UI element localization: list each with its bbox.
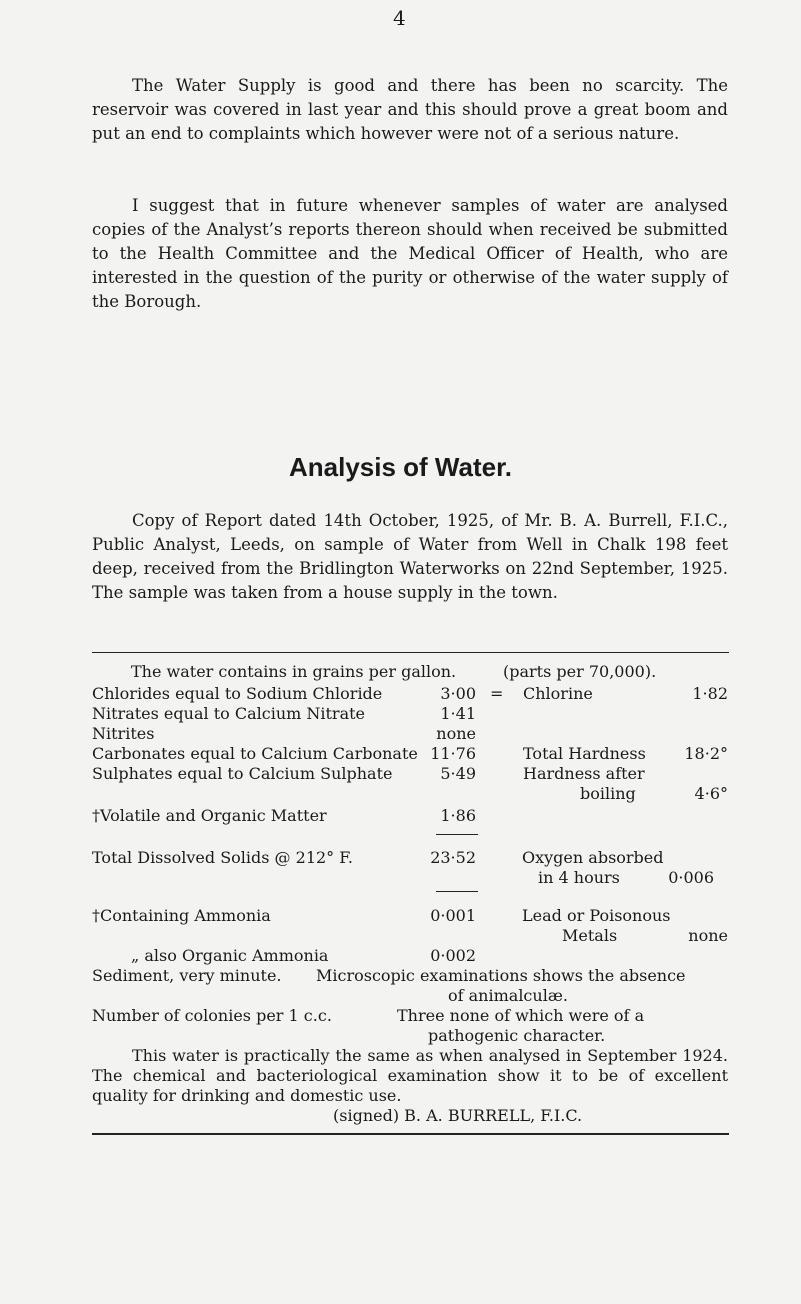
- paragraph-water-supply-text: The Water Supply is good and there has been no scarcity. The reservoir was covered in last year and this should prove a great boom and put an end to complaints which however were not of a serious nature.: [92, 76, 728, 143]
- row-chlorides-right-label: Chlorine: [523, 684, 593, 703]
- row-ammonia-right-label2: Metals: [562, 926, 618, 945]
- row-carbonates-label: Carbonates equal to Calcium Carbonate: [92, 744, 418, 763]
- table-intro-parts: (parts per 70,000).: [503, 662, 657, 681]
- row-total-solids-label: Total Dissolved Solids @ 212° F.: [92, 848, 353, 867]
- page-number: 4: [393, 6, 406, 30]
- row-total-solids-right-value: 0·006: [668, 868, 714, 887]
- row-ammonia-value: 0·001: [430, 906, 476, 925]
- row-carbonates-right-label: Total Hardness: [523, 744, 646, 763]
- conclusion-paragraph: [92, 1046, 728, 1106]
- row-nitrites-value: none: [436, 724, 476, 743]
- row-organic-ammonia-label: „ also Organic Ammonia: [131, 946, 329, 965]
- paragraph-suggestion-text: I suggest that in future whenever samples of water are analysed copies of the Analyst’s reports thereon should when received be submitted to the Health Committee and the Medical Officer of Health, who are interested in the question of the purity or otherwise of the water supply of the Borough.: [92, 196, 728, 311]
- colonies-text-cont: pathogenic character.: [428, 1026, 606, 1045]
- section-heading: Analysis of Water.: [289, 452, 512, 482]
- row-ammonia-right-label: Lead or Poisonous: [522, 906, 671, 925]
- paragraph-report-copy-text: Copy of Report dated 14th October, 1925, of Mr. B. A. Burrell, F.I.C., Public Analyst, Leeds, on sample of Water from Well in Chalk 198 feet deep, received from the Bridlington Waterworks on 22nd September, 1925. The sample was taken from a house supply in the town.: [92, 511, 728, 602]
- paragraph-suggestion: [92, 194, 728, 314]
- row-nitrites-label: Nitrites: [92, 724, 155, 743]
- table-bottom-rule: [92, 1133, 729, 1135]
- row-carbonates-value: 11·76: [430, 744, 476, 763]
- sediment-text-cont: of animalculæ.: [448, 986, 568, 1005]
- row-carbonates-right-value: 18·2°: [684, 744, 728, 763]
- row-nitrates-label: Nitrates equal to Calcium Nitrate: [92, 704, 366, 723]
- table-intro: The water contains in grains per gallon.: [131, 662, 457, 681]
- colonies-text: Three none of which were of a: [397, 1006, 645, 1025]
- row-volatile-label: †Volatile and Organic Matter: [92, 806, 327, 825]
- signature-line: (signed) B. A. BURRELL, F.I.C.: [333, 1106, 583, 1125]
- subtotal-rule-2: [436, 891, 478, 892]
- row-chlorides-value: 3·00: [440, 684, 476, 703]
- paragraph-report-copy: [92, 509, 728, 605]
- row-total-solids-value: 23·52: [430, 848, 476, 867]
- row-volatile-value: 1·86: [440, 806, 476, 825]
- row-organic-ammonia-value: 0·002: [430, 946, 476, 965]
- row-nitrates-value: 1·41: [440, 704, 476, 723]
- row-sulphates-value: 5·49: [440, 764, 476, 783]
- row-sulphates-right-label: Hardness after: [523, 764, 645, 783]
- colonies-label: Number of colonies per 1 c.c.: [92, 1006, 332, 1025]
- row-sulphates-right-value: 4·6°: [694, 784, 728, 803]
- row-sulphates-label: Sulphates equal to Calcium Sulphate: [92, 764, 393, 783]
- row-chlorides-right-value: 1·82: [692, 684, 728, 703]
- row-total-solids-right-label2: in 4 hours: [538, 868, 620, 887]
- row-ammonia-label: †Containing Ammonia: [92, 906, 271, 925]
- row-chlorides-label: Chlorides equal to Sodium Chloride: [92, 684, 383, 703]
- row-ammonia-right-value: none: [688, 926, 728, 945]
- conclusion-text: This water is practically the same as when analysed in September 1924. The chemical and bacteriological examination show it to be of excellent quality for drinking and domestic use.: [92, 1046, 728, 1105]
- row-sulphates-right-label2: boiling: [580, 784, 636, 803]
- row-total-solids-right-label: Oxygen absorbed: [522, 848, 664, 867]
- sediment-label: Sediment, very minute.: [92, 966, 282, 985]
- subtotal-rule-1: [436, 834, 478, 835]
- sediment-text: Microscopic examinations shows the absence: [316, 966, 686, 985]
- row-chlorides-eq: =: [490, 684, 504, 703]
- table-top-rule: [92, 652, 729, 653]
- paragraph-water-supply: [92, 74, 728, 146]
